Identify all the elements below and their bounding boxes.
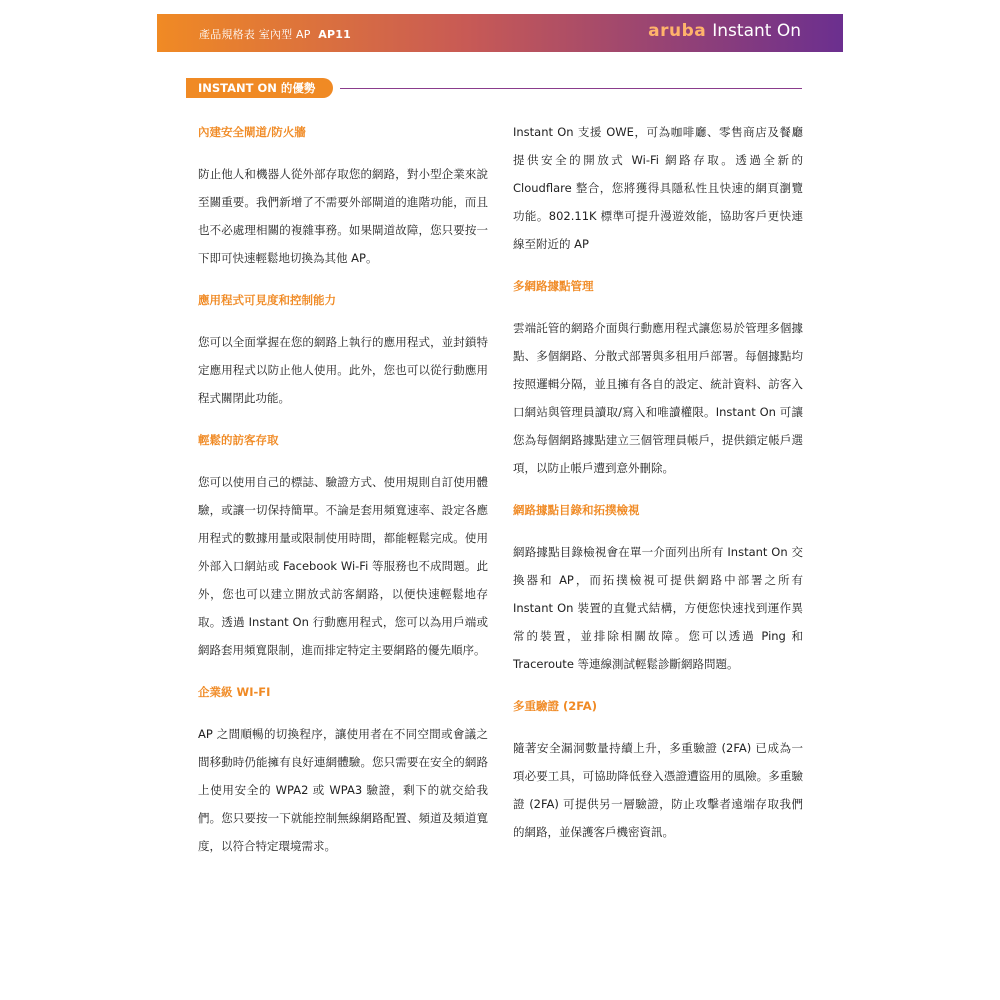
brand-name: aruba [648,21,707,41]
heading-gateway-firewall: 內建安全閘道/防火牆 [198,125,306,139]
header-doc-info [199,26,351,42]
section-title: INSTANT ON 的優勢 [186,78,333,98]
product-type: 室內型 AP [258,28,311,41]
right-column [513,118,803,860]
left-column [198,118,488,874]
body-owe-continuation: Instant On 支援 OWE，可為咖啡廳、零售商店及餐廳提供安全的開放式 Wi-Fi 網路存取。透過全新的 Cloudflare 整合，您將獲得具隱私性且快速的網頁瀏覽功能。802.11K 標準可提升漫遊效能，協助客戶更快連線至附近的 AP [513,125,803,251]
model-number: AP11 [318,28,351,41]
doc-type: 產品規格表 [199,28,255,41]
heading-guest-access: 輕鬆的訪客存取 [198,433,279,447]
heading-enterprise-wifi: 企業級 WI-FI [198,685,271,699]
brand-logo [648,21,801,41]
header-banner [157,14,843,52]
brand-product: Instant On [712,21,801,41]
body-topology: 網路據點目錄檢視會在單一介面列出所有 Instant On 交換器和 AP，而拓撲檢視可提供網路中部署之所有 Instant On 裝置的直覺式結構，方便您快速找到運作異常的裝置，並排除相關故障。您可以透過 Ping 和 Traceroute 等連線測試輕鬆診斷網路問題。 [513,545,803,671]
section-divider [340,88,802,89]
body-enterprise-wifi: AP 之間順暢的切換程序，讓使用者在不同空間或會議之間移動時仍能擁有良好連網體驗。您只需要在安全的網路上使用安全的 WPA2 或 WPA3 驗證，剩下的就交給我們。您只要按一下就能控制無線網路配置、頻道及頻道寬度，以符合特定環境需求。 [198,727,488,853]
heading-2fa: 多重驗證 (2FA) [513,699,597,713]
body-2fa: 隨著安全漏洞數量持續上升，多重驗證 (2FA) 已成為一項必要工具，可協助降低登入憑證遭盜用的風險。多重驗證 (2FA) 可提供另一層驗證，防止攻擊者遠端存取我們的網路，並保護客戶機密資訊。 [513,741,803,839]
heading-multi-site: 多網路據點管理 [513,279,594,293]
body-multi-site: 雲端託管的網路介面與行動應用程式讓您易於管理多個據點、多個網路、分散式部署與多租用戶部署。每個據點均按照邏輯分隔，並且擁有各自的設定、統計資料、訪客入口網站與管理員讀取/寫入和唯讀權限。Instant On 可讓您為每個網路據點建立三個管理員帳戶，提供鎖定帳戶選項，以防止帳戶遭到意外刪除。 [513,321,803,475]
heading-topology: 網路據點目錄和拓撲檢視 [513,503,640,517]
body-gateway-firewall: 防止他人和機器人從外部存取您的網路，對小型企業來說至關重要。我們新增了不需要外部閘道的進階功能，而且也不必處理相關的複雜事務。如果閘道故障，您只要按一下即可快速輕鬆地切換為其他 AP。 [198,167,488,265]
body-app-visibility: 您可以全面掌握在您的網路上執行的應用程式，並封鎖特定應用程式以防止他人使用。此外，您也可以從行動應用程式關閉此功能。 [198,335,488,405]
body-guest-access: 您可以使用自己的標誌、驗證方式、使用規則自訂使用體驗，或讓一切保持簡單。不論是套用頻寬速率、設定各應用程式的數據用量或限制使用時間，都能輕鬆完成。使用外部入口網站或 Facebook Wi-Fi 等服務也不成問題。此外，您也可以建立開放式訪客網路，以便快速輕鬆地存取。透過 Instant On 行動應用程式，您可以為用戶端或網路套用頻寬限制，進而排定特定主要網路的優先順序。 [198,475,488,657]
heading-app-visibility: 應用程式可見度和控制能力 [198,293,336,307]
